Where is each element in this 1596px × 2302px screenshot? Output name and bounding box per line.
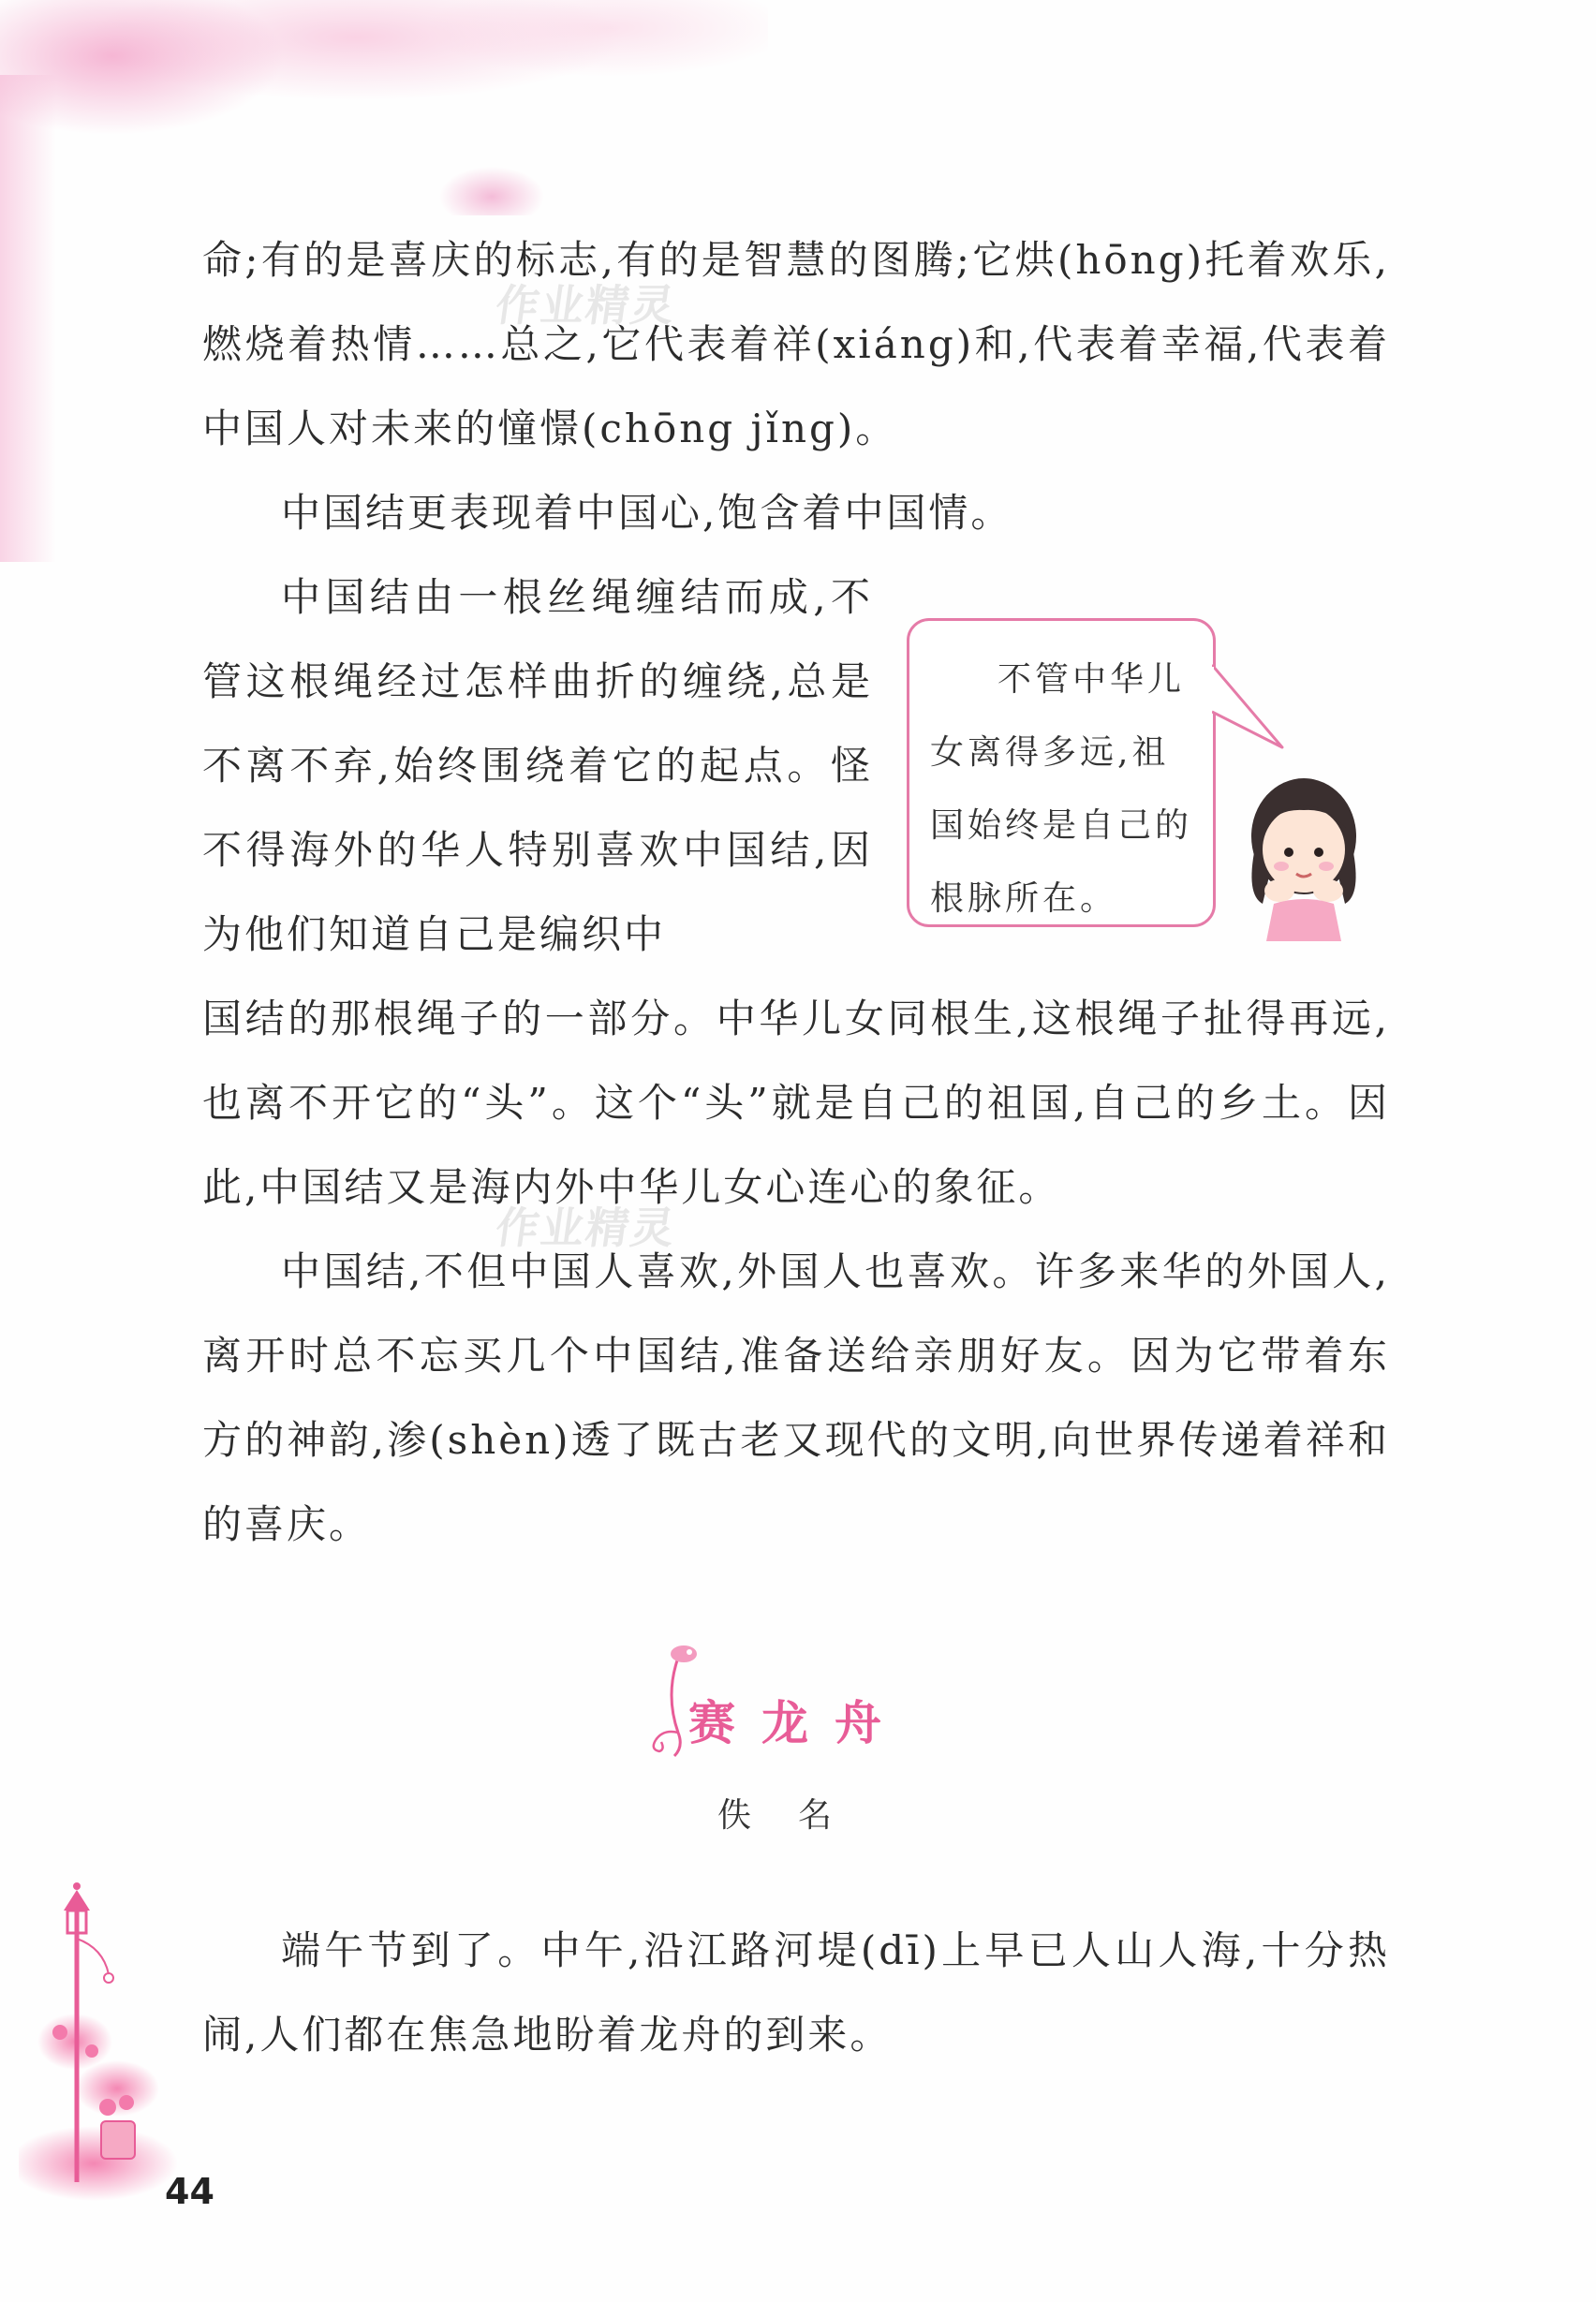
watermark: 作业精灵 [492,1203,680,1253]
article-bottom-block [202,977,1390,1567]
paragraph-continuation: 命;有的是喜庆的标志,有的是智慧的图腾;它烘(hōng)托着欢乐,燃烧着热情……总之,它代表着祥(xiáng)和,代表着幸福,代表着中国人对未来的憧憬(chōng jǐng)。 [202,237,1390,451]
article-dragon-boat-block [202,1909,1390,2077]
paragraph-rope-continued: 国结的那根绳子的一部分。中华儿女同根生,这根绳子扯得再远,也离不开它的“头”。这个“头”就是自己的祖国,自己的乡土。因此,中国结又是海内外中华儿女心连心的象征。 [202,996,1390,1210]
paragraph-chinese-heart: 中国结更表现着中国心,饱含着中国情。 [281,490,1013,536]
pink-watercolor-edge [0,75,56,562]
girl-illustration-icon [1236,763,1367,941]
watermark: 作业精灵 [492,280,680,331]
lamp-flowers-decoration-icon [19,1882,197,2201]
pink-watercolor-header [0,0,768,215]
speech-bubble-tail [1212,646,1296,759]
article-narrow-block [202,555,873,977]
speech-bubble [907,618,1216,927]
section-title: 赛龙舟 [688,1696,908,1750]
section-author: 佚名 [717,1796,879,1835]
paragraph-foreigners: 中国结,不但中国人喜欢,外国人也喜欢。许多来华的外国人,离开时总不忘买几个中国结,准备送给亲朋好友。因为它带着东方的神韵,渗(shèn)透了既古老又现代的文明,向世界传递着祥和的喜庆。 [202,1248,1390,1547]
speech-bubble-text: 不管中华儿女离得多远,祖国始终是自己的根脉所在。 [930,660,1193,918]
page-number: 44 [165,2171,214,2212]
paragraph-dragon-boat: 端午节到了。中午,沿江路河堤(dī)上早已人山人海,十分热闹,人们都在焦急地盼着龙舟的到来。 [202,1927,1390,2058]
paragraph-rope-start: 中国结由一根丝绳缠结而成,不管这根绳经过怎样曲折的缠绕,总是不离不弃,始终围绕着它的起点。怪不得海外的华人特别喜欢中国结,因为他们知道自己是编织中 [202,574,873,957]
article-top-block [202,218,1390,555]
